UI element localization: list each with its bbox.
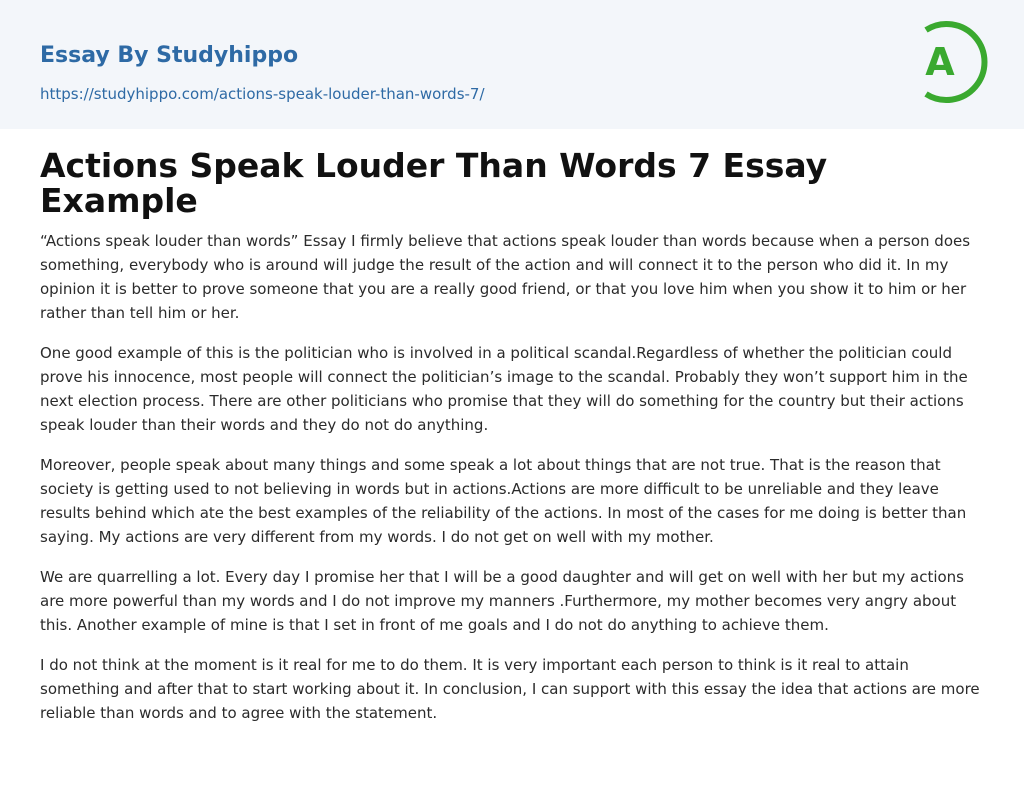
brand-name[interactable]: Essay By Studyhippo (40, 43, 299, 68)
article-body (40, 229, 980, 741)
site-header (0, 0, 1024, 129)
article-title: Actions Speak Louder Than Words 7 Essay Example (40, 146, 828, 220)
logo-letter: A (925, 40, 955, 84)
paragraph: One good example of this is the politician who is involved in a political scandal.Regardless of whether the politician could prove his innocence, most people will connect the politician’s image to the scandal. Probably they won’t support him in the next election process. There are other politicians who promise that they will do something for the country but their actions speak louder than their words and they do not do anything. (40, 344, 968, 434)
paragraph: We are quarrelling a lot. Every day I promise her that I will be a good daughter and will get on well with her but my actions are more powerful than my words and I do not improve my manners .Furthermore, my mother becomes very angry about this. Another example of mine is that I set in front of me goals and I do not do anything to achieve them. (40, 568, 964, 634)
logo-a-circle-icon[interactable] (912, 18, 988, 106)
paragraph: Moreover, people speak about many things and some speak a lot about things that are not true. That is the reason that society is getting used to not believing in words but in actions.Actions are more difficult to be unreliable and they leave results behind which ate the best examples of the reliability of the actions. In most of the cases for me doing is better than saying. My actions are very different from my words. I do not get on well with my mother. (40, 456, 967, 546)
paragraph: I do not think at the moment is it real for me to do them. It is very important each person to think is it real to attain something and after that to start working about it. In conclusion, I can support with this essay the idea that actions are more reliable than words and to agree with the statement. (40, 656, 980, 722)
paragraph: “Actions speak louder than words” Essay I firmly believe that actions speak louder than words because when a person does something, everybody who is around will judge the result of the action and will connect it to the person who did it. In my opinion it is better to prove someone that you are a really good friend, or that you love him when you show it to him or her rather than tell him or her. (40, 232, 971, 322)
page-url-link[interactable]: https://studyhippo.com/actions-speak-louder-than-words-7/ (40, 85, 485, 103)
